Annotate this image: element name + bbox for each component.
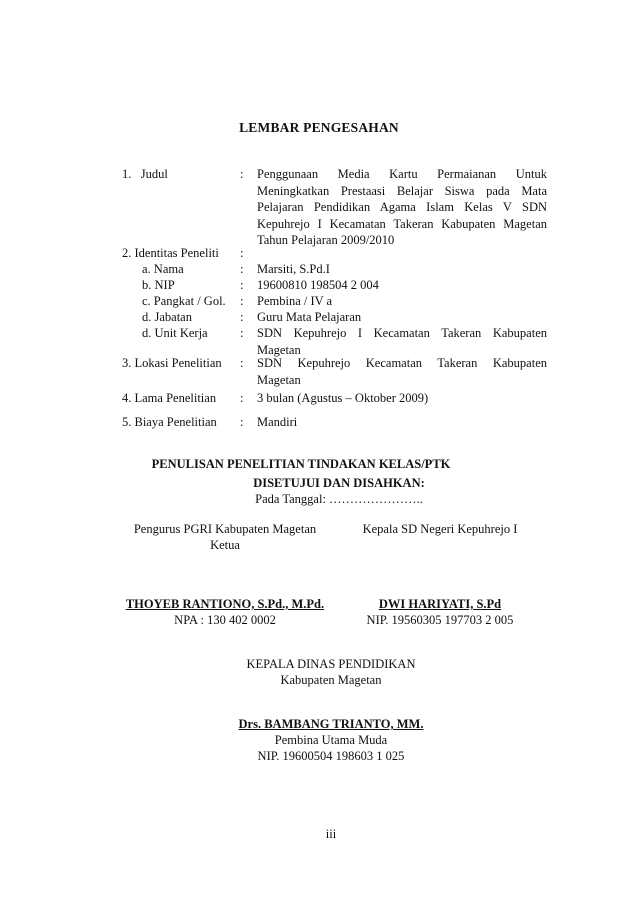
field-value <box>257 166 547 249</box>
approval-heading: PENULISAN PENELITIAN TINDAKAN KELAS/PTK <box>151 457 451 471</box>
page-number: iii <box>325 827 337 841</box>
field-value <box>257 355 547 388</box>
field-label: 4. Lama Penelitian <box>122 391 217 405</box>
head-title: KEPALA DINAS PENDIDIKAN <box>246 657 416 671</box>
value-line: Marsiti, S.Pd.I <box>257 262 330 276</box>
value-line: Mandiri <box>257 415 298 429</box>
field-value <box>257 293 547 310</box>
field-label: 1. Judul <box>122 167 168 181</box>
right-signatory-name: DWI HARIYATI, S.Pd <box>378 597 502 611</box>
field-value <box>257 414 547 431</box>
left-signatory-id: NPA : 130 402 0002 <box>174 613 276 627</box>
field-value <box>257 325 547 358</box>
value-line: Penggunaan Media Kartu Permaianan Untuk <box>257 167 547 181</box>
field-label: a. Nama <box>142 262 184 276</box>
page-title: LEMBAR PENGESAHAN <box>239 120 399 135</box>
field-colon: : <box>240 262 244 276</box>
field-label: 2. Identitas Peneliti <box>122 246 219 260</box>
field-colon: : <box>240 167 244 181</box>
field-label: d. Unit Kerja <box>142 326 208 340</box>
head-signatory-name: Drs. BAMBANG TRIANTO, MM. <box>238 717 424 731</box>
value-line: SDN Kepuhrejo Kecamatan Takeran Kabupaten <box>257 356 547 370</box>
approval-date: Pada Tanggal: ………………….. <box>255 492 423 506</box>
head-signatory-rank: Pembina Utama Muda <box>274 733 388 747</box>
field-colon: : <box>240 294 244 308</box>
field-colon: : <box>240 391 244 405</box>
field-value <box>257 261 547 278</box>
field-colon: : <box>240 326 244 340</box>
value-line: Magetan <box>257 372 301 387</box>
value-line: SDN Kepuhrejo I Kecamatan Takeran Kabupaten <box>257 326 547 340</box>
left-role: Ketua <box>210 538 240 552</box>
head-region: Kabupaten Magetan <box>280 673 382 687</box>
value-line: Pembina / IV a <box>257 294 333 308</box>
field-value <box>257 309 547 326</box>
field-colon: : <box>240 246 244 260</box>
value-line: 19600810 198504 2 004 <box>257 278 379 292</box>
field-label: c. Pangkat / Gol. <box>142 294 226 308</box>
value-line: 3 bulan (Agustus – Oktober 2009) <box>257 391 429 405</box>
value-line: Meningkatkan Prestaasi Belajar Siswa pada Mata <box>257 183 547 198</box>
left-org: Pengurus PGRI Kabupaten Magetan <box>133 522 317 536</box>
head-signatory-id: NIP. 19600504 198603 1 025 <box>257 749 405 763</box>
field-value <box>257 390 547 407</box>
left-signatory-name: THOYEB RANTIONO, S.Pd., M.Pd. <box>125 597 325 611</box>
field-label: d. Jabatan <box>142 310 192 324</box>
field-value <box>257 277 547 294</box>
field-colon: : <box>240 415 244 429</box>
value-line: Tahun Pelajaran 2009/2010 <box>257 233 395 247</box>
field-label: b. NIP <box>142 278 175 292</box>
field-colon: : <box>240 278 244 292</box>
field-label: 3. Lokasi Penelitian <box>122 356 222 370</box>
value-line: Pelajaran Pendidikan Agama Islam Kelas V SDN <box>257 200 547 214</box>
value-line: Kepuhrejo I Kecamatan Takeran Kabupaten Magetan <box>257 216 547 231</box>
field-colon: : <box>240 356 244 370</box>
field-label: 5. Biaya Penelitian <box>122 415 217 429</box>
value-line: Guru Mata Pelajaran <box>257 310 362 324</box>
right-signatory-id: NIP. 19560305 197703 2 005 <box>366 613 514 627</box>
value-line: Magetan <box>257 342 301 357</box>
right-org: Kepala SD Negeri Kepuhrejo I <box>362 522 518 536</box>
approval-statement: DISETUJUI DAN DISAHKAN: <box>253 476 425 490</box>
field-colon: : <box>240 310 244 324</box>
